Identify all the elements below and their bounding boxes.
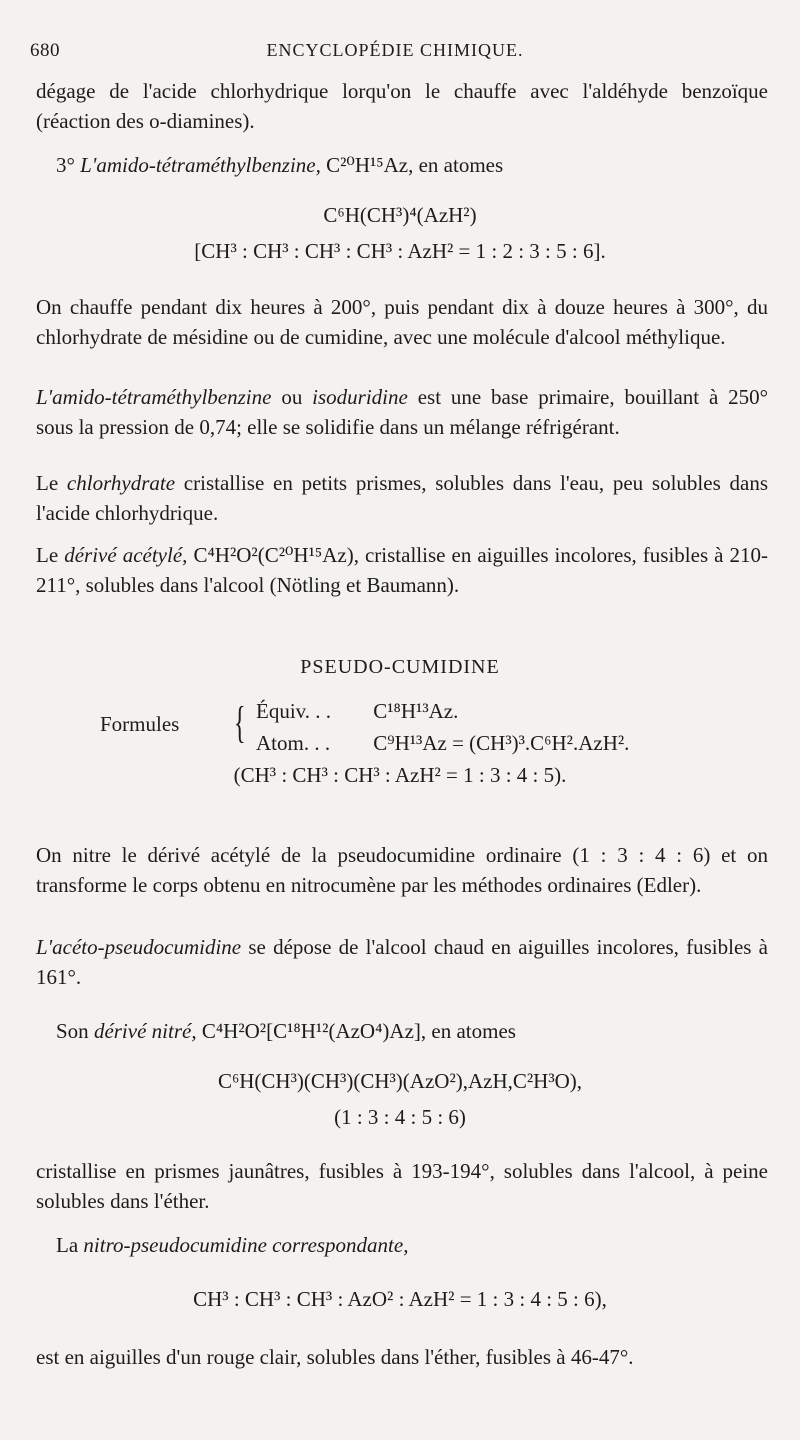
compound-name: dérivé acétylé,: [64, 543, 188, 567]
page-number: 680: [30, 40, 60, 61]
position-formula: [CH³ : CH³ : CH³ : CH³ : AzH² = 1 : 2 : 3 : 5 : 6].: [194, 239, 606, 263]
atom-formula: C⁶H(CH³)⁴(AzH²): [323, 203, 477, 227]
compound-name: L'amido-tétraméthylbenzine,: [80, 153, 321, 177]
paragraph-o-diamines: dégage de l'acide chlorhydrique lorqu'on le chauffe avec l'aldéhyde benzoïque (réaction des o-diamines).: [36, 79, 768, 133]
brace-glyph: {: [234, 698, 246, 747]
paragraph-derive-acetyle: [36, 540, 768, 600]
formula-equiv: C¹⁸H¹³Az.: [373, 699, 459, 723]
conjunction: ou: [281, 385, 303, 409]
article: Le: [36, 471, 59, 495]
paragraph-derive-nitre: [56, 1016, 768, 1046]
position-formula-cumidine: (CH³ : CH³ : CH³ : AzH² = 1 : 3 : 4 : 5).: [233, 763, 567, 787]
compound-name: L'amido-tétraméthylbenzine: [36, 385, 272, 409]
compound-formula: C²⁰H¹⁵Az, en atomes: [326, 153, 504, 177]
paragraph-chlorhydrate: [36, 468, 768, 528]
article: Le: [36, 543, 59, 567]
paragraph-isoduridine: [36, 382, 768, 442]
paragraph-body: C⁴H²O²[C¹⁸H¹²(AzO⁴)Az], en atomes: [201, 1019, 516, 1043]
running-title: ENCYCLOPÉDIE CHIMIQUE.: [266, 40, 524, 60]
paragraph-amido-tetramethylbenzine-heading: [56, 150, 768, 180]
formulas-label: Formules: [100, 712, 180, 736]
compound-name: chlorhydrate: [66, 471, 176, 495]
paragraph-preparation: On chauffe pendant dix heures à 200°, puis pendant dix à douze heures à 300°, du chlorhydrate de mésidine ou de cumidine, avec une molécule d'alcool méthylique.: [36, 295, 768, 349]
formula-atom-row: [256, 728, 629, 758]
formula-atom: C⁹H¹³Az = (CH³)³.C⁶H².AzH².: [373, 731, 630, 755]
paragraph-body: cristallise en petits prismes, solubles dans l'eau, peu solubles dans l'acide chlorhydrique.: [36, 471, 769, 525]
article: Son: [56, 1019, 89, 1043]
formula-equiv-row: [256, 696, 458, 726]
paragraph-body: est une base primaire, bouillant à 250° sous la pression de 0,74; elle se solidifie dans un mélange réfrigérant.: [36, 385, 769, 439]
article: La: [56, 1233, 79, 1257]
page-header: [30, 40, 760, 64]
nitro-pseudocumidine-formula: CH³ : CH³ : CH³ : AzO² : AzH² = 1 : 3 : 4 : 5 : 6),: [193, 1287, 607, 1311]
section-title: PSEUDO-CUMIDINE: [300, 656, 500, 678]
compound-name: L'acéto-pseudocumidine: [36, 935, 242, 959]
compound-alt-name: isoduridine: [312, 385, 408, 409]
paragraph-body: C⁴H²O²(C²⁰H¹⁵Az), cristallise en aiguilles incolores, fusibles à 210-211°, solubles dans l'alcool (Nötling et Baumann).: [36, 543, 769, 597]
paragraph-prismes: cristallise en prismes jaunâtres, fusibles à 193-194°, solubles dans l'alcool, à peine solubles dans l'éther.: [36, 1159, 768, 1213]
formula-equiv-label: Équiv. . .: [256, 699, 332, 723]
paragraph-nitration: On nitre le dérivé acétylé de la pseudocumidine ordinaire (1 : 3 : 4 : 6) et on transforme le corps obtenu en nitrocumène par les méthodes ordinaires (Edler).: [36, 843, 768, 897]
compound-name: nitro-pseudocumidine correspondante,: [83, 1233, 409, 1257]
paragraph-aceto-pseudocumidine: [36, 932, 768, 992]
item-number: 3°: [56, 153, 75, 177]
formula-atom-label: Atom. . .: [256, 731, 331, 755]
nitro-position-formula: (1 : 3 : 4 : 5 : 6): [334, 1105, 466, 1129]
paragraph-aiguilles-rouges: est en aiguilles d'un rouge clair, solubles dans l'éther, fusibles à 46-47°.: [36, 1345, 634, 1369]
paragraph-body: se dépose de l'alcool chaud en aiguilles incolores, fusibles à 161°.: [36, 935, 768, 989]
nitro-atom-formula: C⁶H(CH³)(CH³)(CH³)(AzO²),AzH,C²H³O),: [217, 1069, 583, 1093]
compound-name: dérivé nitré,: [93, 1019, 197, 1043]
paragraph-nitro-pseudocumidine: [56, 1230, 768, 1260]
